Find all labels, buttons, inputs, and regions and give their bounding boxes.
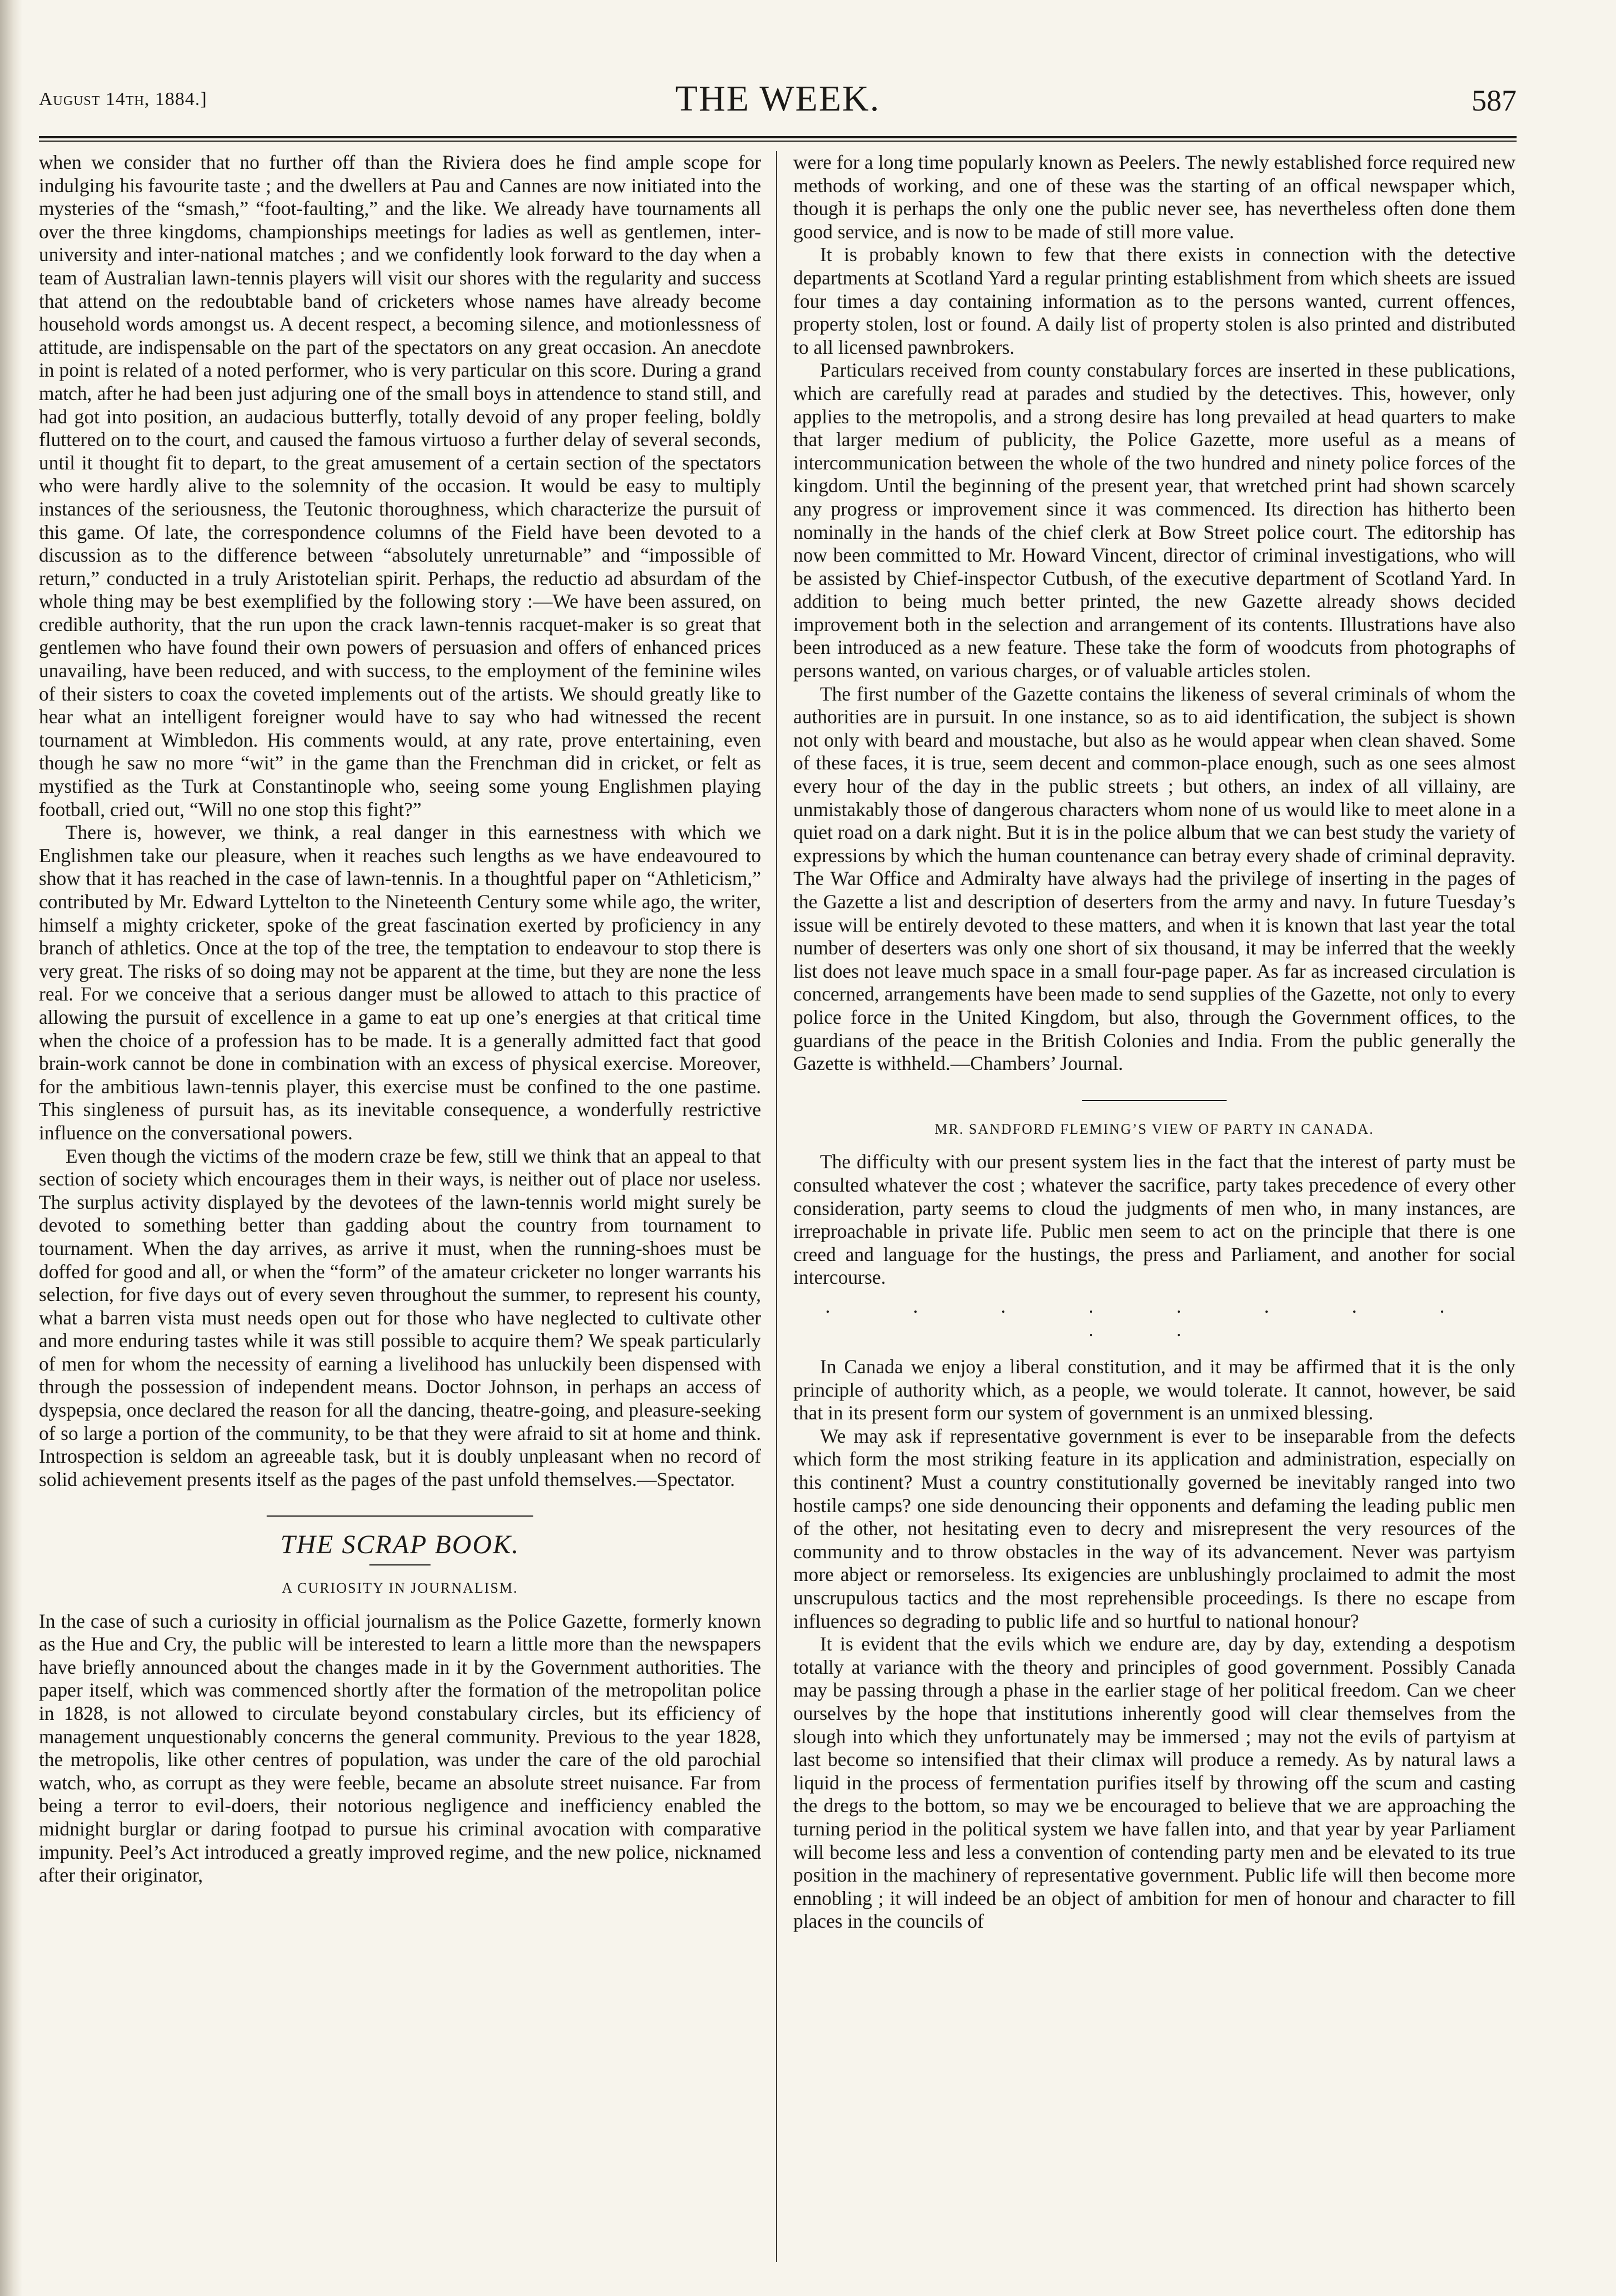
article-paragraph: Particulars received from county constabulary forces are inserted in these publications, which are carefully read at parades and studied by the detectives. This, however, only applies to the metropolis, and a strong desire has long prevailed at head quarters to make that larger medium of publicity, the Police Gazette, more useful as a means of intercommunication between the whole of the two hundred and ninety police forces of the kingdom. Until the beginning of the present year, that wretched print had shown scarcely any progress or improvement since it was commenced. Its direction has hitherto been nominally in the hands of the chief clerk at Bow Street police court. The editorship has now been committed to Mr. Howard Vincent, director of criminal investigations, who will be assisted by Chief-inspector Cutbush, of the executive department of Scotland Yard. In addition to being much better printed, the new Gazette already shows decided improvement both in the selection and arrangement of its contents. Illustrations have also been introduced as a new feature. These take the form of woodcuts from photographs of persons wanted, on various charges, or of valuable articles stolen. xyxy=(793,359,1515,682)
article-rule xyxy=(1082,1100,1227,1101)
article-title: A CURIOSITY IN JOURNALISM. xyxy=(282,1580,518,1597)
page-edge-shadow xyxy=(0,0,22,2296)
right-column xyxy=(793,151,1515,2268)
page-number: 587 xyxy=(1472,84,1517,117)
page-header xyxy=(39,72,1517,133)
article-paragraph: In Canada we enjoy a liberal constitution, and it may be affirmed that it is the only principle of authority which, as a people, we would tolerate. It cannot, however, be said that in its present form our system of government is an unmixed blessing. xyxy=(793,1355,1515,1424)
article-paragraph: It is evident that the evils which we endure are, day by day, extending a despotism totally at variance with the theory and principles of good government. Possibly Canada may be passing through a phase in the earlier stage of her political freedom. Can we cheer ourselves by the hope that institutions inherently good will clear themselves from the slough into which they unfortunately may be immersed ; may not the evils of partyism at last become so intensified that their climax will produce a remedy. As by natural laws a liquid in the process of fermentation purifies itself by throwing off the scum and casting the dregs to the bottom, so may we be encouraged to believe that we are approaching the turning period in the political system we have fallen into, and that year by year Parliament will become less and less a convention of contending party men and be elevated to its true position in the machinery of representative government. Public life will then become more ennobling ; it will indeed be an object of ambition for men of honour and character to fill places in the councils of xyxy=(793,1633,1515,1933)
article-title: MR. SANDFORD FLEMING’S VIEW OF PARTY IN CANADA. xyxy=(934,1121,1374,1137)
column-divider xyxy=(776,151,777,2262)
article-paragraph: We may ask if representative government is ever to be inseparable from the defects which form the most striking feature in its application and administration, especially on this continent? Must a country constitutionally governed be inevitably ranged into two hostile camps? one side denouncing their opponents and defaming the leading public men of the other, not hesitating even to decry and misrepresent the very resources of the community and to throw obstacles in the way of its advancement. Never was partyism more abject or remorseless. Its exigencies are unblushingly proclaimed to admit the most unscrupulous tactics and the most reprehensible proceedings. Is there no escape from influences so degrading to public life and so hurtful to national honour? xyxy=(793,1424,1515,1632)
article-paragraph: Even though the victims of the modern craze be few, still we think that an appeal to that section of society which encourages them in their ways, is neither out of place nor useless. The surplus activity displayed by the devotees of the lawn-tennis world might surely be devoted to something better than gadding about the country from tournament to tournament. When the day arrives, as arrive it must, when the running-shoes must be doffed for good and all, or when the “form” of the amateur cricketer no longer warrants his selection, for five days out of every seven throughout the summer, to represent his county, what a barren vista must needs open out for those who have neglected to cultivate other and more enduring tastes while it was still possible to acquire them? We speak particularly of men for whom the necessity of earning a livelihood has unluckily been dispensed with through the possession of independent means. Doctor Johnson, in perhaps an access of dyspepsia, once declared the reason for all the dancing, theatre-going, and pleasure-seeking of so large a portion of the community, to be that they were afraid to sit at home and think. Introspection is seldom an agreeable task, but it is doubly unpleasant when no record of solid achievement presents itself as the pages of the past unfold themselves.—Spectator. xyxy=(39,1144,761,1490)
section-rule xyxy=(267,1515,533,1517)
masthead-title: THE WEEK. xyxy=(675,78,880,119)
article-paragraph: There is, however, we think, a real danger in this earnestness with which we Englishmen take our pleasure, when it reaches such lengths as we have endeavoured to show that it has reached in the case of lawn-tennis. In a thoughtful paper on “Athleticism,” contributed by Mr. Edward Lyttelton to the Nineteenth Century some while ago, the writer, himself a mighty cricketer, spoke of the great fascination exerted by proficiency in any branch of athletics. Once at the top of the tree, the temptation to endeavour to stop there is very great. The risks of so doing may not be apparent at the time, but they are none the less real. For we conceive that a serious danger must be allowed to attach to this practice of allowing the pursuit of excellence in a game to eat up one’s energies at that critical time when the choice of a profession has to be made. It is a generally admitted fact that good brain-work cannot be done in combination with an excess of physical exercise. Moreover, for the ambitious lawn-tennis player, this exercise must be confined to the one pastime. This singleness of pursuit has, as its inevitable consequence, a wonderfully restrictive influence on the conversational powers. xyxy=(39,821,761,1144)
article-paragraph: The first number of the Gazette contains the likeness of several criminals of whom the authorities are in pursuit. In one instance, so as to aid identification, the subject is shown not only with beard and moustache, but also as he would appear when clean shaved. Some of these faces, it is true, seem decent and common-place enough, such as one sees almost every hour of the day in the public streets ; but others, an index of all villainy, are unmistakably those of dangerous characters whom none of us would like to meet alone in a quiet road on a dark night. But it is in the police album that we can best study the variety of expressions by which the human countenance can betray every shade of criminal depravity. The War Office and Admiralty have always had the privilege of inserting in the pages of the Gazette a list and description of deserters from the army and navy. In future Tuesday’s issue will be entirely devoted to these matters, and when it is known that last year the total number of deserters was only one short of six thousand, it may be inferred that the weekly list does not leave much space in a small four-page paper. As far as increased circulation is concerned, arrangements have been made to send supplies of the Gazette, not only to every police force in the United Kingdom, but also, through the Government offices, to the guardians of the peace in the British Colonies and India. From the public generally the Gazette is withheld.—Chambers’ Journal. xyxy=(793,682,1515,1075)
article-paragraph: In the case of such a curiosity in official journalism as the Police Gazette, formerly known as the Hue and Cry, the public will be interested to learn a little more than the newspapers have briefly announced about the changes made in it by the Government authorities. The paper itself, which was commenced shortly after the formation of the metropolitan police in 1828, is not allowed to circulate beyond constabulary circles, but its efficiency of management unquestionably concerns the general community. Previous to the year 1828, the metropolis, like other centres of population, was under the care of the old parochial watch, who, as corrupt as they were feeble, became an absolute street nuisance. Far from being a terror to evil-doers, their notorious negligence and inefficiency enabled the midnight burglar or daring footpad to pursue his criminal avocation with comparative impunity. Peel’s Act introduced a greatly improved regime, and the new police, nicknamed after their originator, xyxy=(39,1609,761,1887)
omission-dots: . . . . . . . . . . xyxy=(825,1294,1484,1340)
article-paragraph: when we consider that no further off than the Riviera does he find ample scope for indulging his favourite taste ; and the dwellers at Pau and Cannes are now initiated into the mysteries of the “smash,” “foot-faulting,” and the like. We already have tournaments all over the three kingdoms, championships meetings for ladies as well as gentlemen, inter-university and inter-national matches ; and we confidently look forward to the day when a team of Australian lawn-tennis players will visit our shores with the regularity and success that attend on the redoubtable band of cricketers whose names have already become household words amongst us. A decent respect, a becoming silence, and motionlessness of attitude, are indispensable on the part of the spectators on any great occasion. An anecdote in point is related of a noted performer, who is very particular on this score. During a grand match, after he had been just adjuring one of the small boys in attendence to stand still, and had got into position, an audacious butterfly, totally devoid of any proper feeling, boldly fluttered on to the court, and caused the famous virtuoso a further delay of several seconds, until it thought fit to depart, to the great amusement of a certain section of the spectators who were hardly alive to the solemnity of the occasion. It would be easy to multiply instances of the seriousness, the Teutonic thoroughness, which characterize the pursuit of this game. Of late, the correspondence columns of the Field have been devoted to a discussion as to the difference between “absolutely unreturnable” and “impossible of return,” conducted in a truly Aristotelian spirit. Perhaps, the reductio ad absurdam of the whole thing may be best exemplified by the following story :—We have been assured, on credible authority, that the run upon the crack lawn-tennis racquet-maker is so great that gentlemen who have found their own powers of persuasion and offers of enhanced prices unavailing, have been reduced, and with success, to the employment of the feminine wiles of their sisters to coax the coveted implements out of the artists. We should greatly like to hear what an intelligent foreigner would have to say who had witnessed the recent tournament at Wimbledon. His comments would, at any rate, prove entertaining, even though he saw no more “wit” in the game than the Frenchman did in cricket, or felt as mystified as the Turk at Constantinople who, seeing some young Englishmen playing football, cried out, “Will no one stop this fight?” xyxy=(39,151,761,821)
section-subrule xyxy=(369,1564,431,1565)
header-rule xyxy=(39,136,1517,142)
section-title: THE SCRAP BOOK. xyxy=(280,1530,520,1560)
left-column xyxy=(39,151,761,2268)
issue-date: August 14th, 1884.] xyxy=(39,89,207,109)
article-paragraph: The difficulty with our present system lies in the fact that the interest of party must be consulted whatever the cost ; whatever the sacrifice, party takes precedence of every other consideration, party seems to cloud the judgments of men who, in many instances, are irreproachable in private life. Public men seem to act on the principle that there is one creed and language for the hustings, the press and Parliament, and another for social intercourse. xyxy=(793,1150,1515,1289)
article-paragraph: It is probably known to few that there exists in connection with the detective departments at Scotland Yard a regular printing establishment from which sheets are issued four times a day containing information as to the persons wanted, current offences, property stolen, lost or found. A daily list of property stolen is also printed and distributed to all licensed pawnbrokers. xyxy=(793,243,1515,358)
article-paragraph: were for a long time popularly known as Peelers. The newly established force required new methods of working, and one of these was the starting of an offical newspaper which, though it is perhaps the only one the public never see, has nevertheless often done them good service, and is now to be made of still more value. xyxy=(793,151,1515,243)
